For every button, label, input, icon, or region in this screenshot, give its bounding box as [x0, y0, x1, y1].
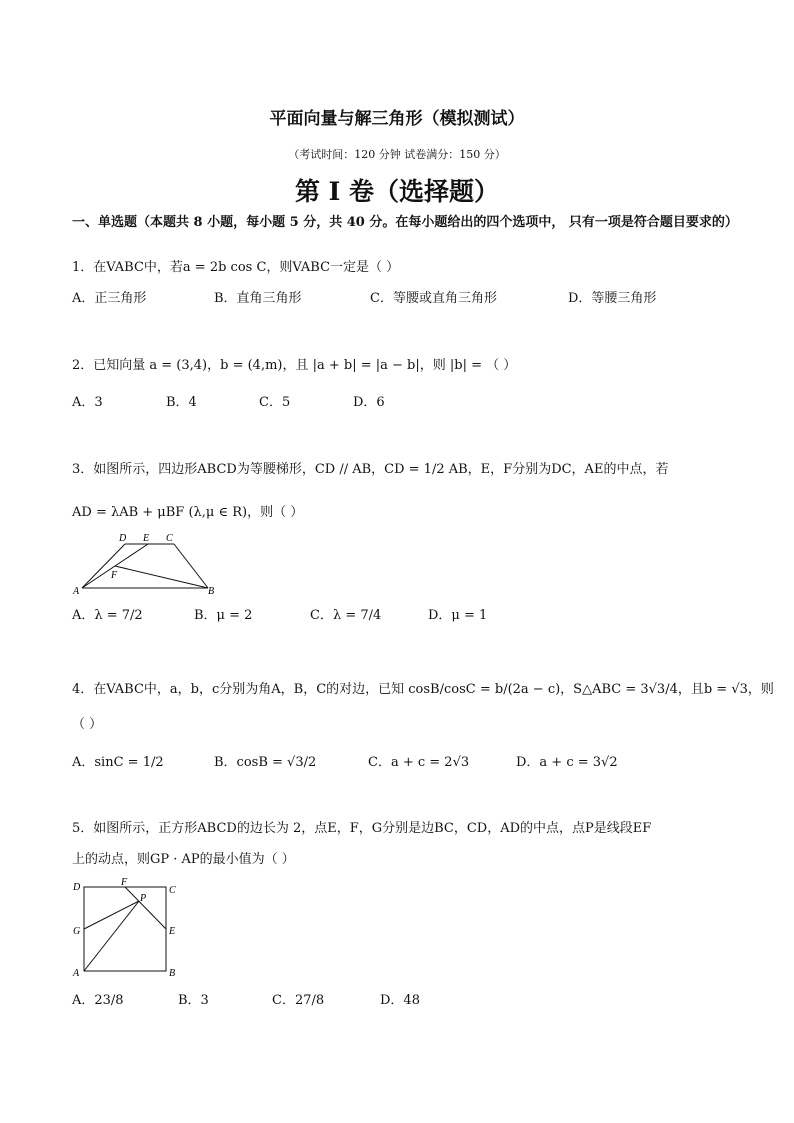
label-f: F [111, 570, 118, 581]
square-figure [70, 876, 182, 980]
q3-stem-line2: AD = λAB + μBF (λ,μ ∈ R)，则（ ） [72, 505, 304, 520]
label-a: A [73, 586, 80, 596]
q3-option-c: C．λ = 7/4 [310, 608, 382, 623]
label-d: D [119, 533, 127, 544]
q1-option-d: D．等腰三角形 [568, 291, 657, 306]
q2-option-a: A．3 [72, 395, 103, 410]
q1-option-b: B．直角三角形 [214, 291, 302, 306]
q2-stem: 2．已知向量 a = (3,4)，b = (4,m)，且 |a + b| = |a − b|，则 |b| = （ ） [72, 358, 517, 373]
label-c: C [166, 533, 173, 544]
volume-heading: 第 I 卷（选择题） [294, 177, 500, 206]
q2-option-b: B．4 [166, 395, 197, 410]
q5-option-a: A．23/8 [72, 993, 124, 1008]
q5-option-d: D．48 [380, 993, 420, 1008]
q5-option-c: C．27/8 [272, 993, 325, 1008]
q4-option-b: B．cosB = √3/2 [214, 755, 317, 770]
q3-option-d: D．μ = 1 [428, 608, 488, 623]
label-e: E [143, 533, 150, 544]
label-f: F [121, 877, 128, 888]
q4-option-c: C．a + c = 2√3 [368, 755, 470, 770]
q5-stem-line1: 5．如图所示，正方形ABCD的边长为 2，点E，F，G分别是边BC，CD，AD的中点，点P是线段EF [72, 821, 652, 836]
q4-stem: 4．在VABC中，a，b，c分别为角A，B，C的对边，已知 cosB/cosC = b/(2a − c)，S△ABC = 3√3/4，且b = √3，则 [72, 682, 774, 697]
label-c: C [169, 885, 176, 896]
q2-option-d: D．6 [353, 395, 385, 410]
q3-option-b: B．μ = 2 [194, 608, 253, 623]
q2-option-c: C．5 [259, 395, 291, 410]
q3-stem-line1: 3．如图所示，四边形ABCD为等腰梯形，CD // AB，CD = 1/2 AB，E，F分别为DC，AE的中点，若 [72, 462, 669, 477]
q1-stem: 1．在VABC中，若a = 2b cos C，则VABC一定是（ ） [72, 260, 400, 275]
q1-option-c: C．等腰或直角三角形 [370, 291, 497, 306]
section-heading: 一、单选题（本题共 8 小题，每小题 5 分，共 40 分。在每小题给出的四个选项中， 只有一项是符合题目要求的） [72, 215, 738, 230]
q5-option-b: B．3 [178, 993, 209, 1008]
q1-option-a: A．正三角形 [72, 291, 147, 306]
q4-option-d: D．a + c = 3√2 [516, 755, 618, 770]
label-d: D [73, 882, 81, 893]
trapezoid-figure [70, 530, 220, 596]
page-title: 平面向量与解三角形（模拟测试） [269, 109, 525, 129]
q4-option-a: A．sinC = 1/2 [72, 755, 164, 770]
q5-stem-line2: 上的动点，则GP · AP的最小值为（ ） [72, 852, 295, 867]
label-p: P [140, 893, 147, 904]
label-a: A [73, 968, 80, 979]
label-b: B [208, 586, 215, 596]
exam-info: （考试时间：120 分钟 试卷满分：150 分） [288, 148, 506, 161]
label-b: B [169, 968, 176, 979]
label-g: G [73, 926, 81, 937]
q3-option-a: A．λ = 7/2 [72, 608, 143, 623]
q4-stem-line2: （ ） [72, 717, 103, 732]
label-e: E [169, 926, 176, 937]
